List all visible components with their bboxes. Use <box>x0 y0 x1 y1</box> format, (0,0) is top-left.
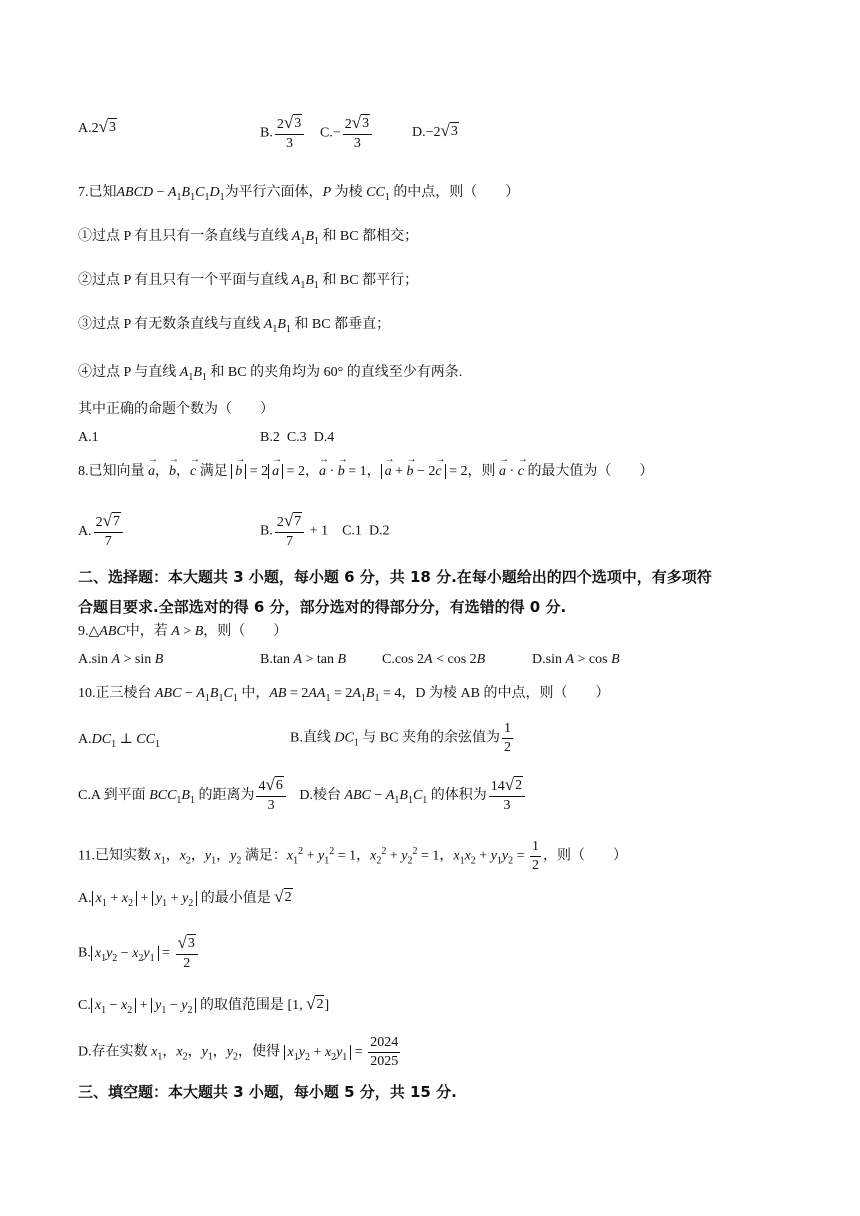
q7-statement-2: ②过点 P 有且只有一个平面与直线 $A_1B_1$ 和 BC 都平行； <box>78 273 419 291</box>
q10-options-cd <box>78 776 527 815</box>
q9-option-b: B.tan A > tan B <box>260 652 347 667</box>
q7-option-a: A.1 <box>78 430 99 445</box>
q7-option-d: D.4 <box>313 430 335 445</box>
q9-options <box>78 650 620 670</box>
section2-heading-line1: 二、选择题：本大题共 3 小题，每小题 6 分，共 18 分.在每小题给出的四个选项中，有多项符 <box>78 568 712 586</box>
section3-heading: 三、填空题：本大题共 3 小题，每小题 5 分，共 15 分. <box>78 1083 457 1101</box>
q7-options <box>78 428 335 448</box>
q9-stem: 9.△ABC中，若 A > B，则（ ） <box>78 624 288 639</box>
q7-option-c: C.3 <box>286 430 307 445</box>
q8-option-b: B. 2 √ 7 7 + 1 C.1 D.2 <box>260 511 390 549</box>
q6-option-b: B. 2 √ 3 3 <box>260 114 306 153</box>
q11-option-c: C. $x_1 - x_2 + y_1 - y_2$ 的取值范围是 [1, √ 2 ] <box>78 994 330 1016</box>
q6-options <box>78 113 458 151</box>
q10-option-b: B.直线 $DC_1$ 与 BC 夹角的余弦值为 $\frac{1}{2}$ <box>290 721 511 755</box>
q6-option-a: A.2 √ 3 <box>78 117 116 136</box>
q10-options-ab <box>78 721 511 755</box>
q8-option-c: C.1 <box>342 523 362 539</box>
q10-option-a: $A.DC_1$ ⊥ $CC_1$ <box>78 732 160 750</box>
q7-option-b: B.2 C.3 D.4 <box>260 430 335 445</box>
q10-option-c: C.A 到平面 $BCC_1B_1$ 的距离为 4 √ 6 3 <box>78 788 288 803</box>
q9-option-d: D.sin A > cos B <box>532 652 620 667</box>
q11-option-d: D.存在实数 $x_1$，$x_2$，$y_1$，$y_2$，使得 $x_1y_2 + x_2y_1$ = $\frac{2024}{2025}$ <box>78 1035 399 1069</box>
q7-statement-4: ④过点 P 与直线 $A_1B_1$ 和 BC 的夹角均为 60° 的直线至少有两条. <box>78 365 463 383</box>
q8-option-d: D.2 <box>368 523 390 539</box>
q9-option-c: C.cos 2A < cos 2B <box>382 652 486 667</box>
q8-options <box>78 511 390 551</box>
section2-heading-line2: 合题目要求.全部选对的得 6 分，部分选对的得部分分，有选错的得 0 分. <box>78 598 567 616</box>
q7-statement-3: ③过点 P 有无数条直线与直线 $A_1B_1$ 和 BC 都垂直； <box>78 317 391 335</box>
q11-option-b: B. $x_1y_2 - x_2y_1$ = √ 3 2 <box>78 934 200 973</box>
q7-statement-1: ①过点 P 有且只有一条直线与直线 $A_1B_1$ 和 BC 都相交； <box>78 229 419 247</box>
q6-option-c: C.− 2 √ 3 3 <box>320 114 374 153</box>
q6-option-d: D.−2 √ 3 <box>412 121 458 140</box>
q8-option-a: A. 2 √ 7 7 <box>78 524 125 539</box>
q11-stem: 11.已知实数 $x_1$，$x_2$，$y_1$，$y_2$ 满足：$x_1^2 + y_1^2 = 1$，$x_2^2 + y_2^2 = 1$，$x_1x_2 + y_1y_2$ = $\frac{1}{2}$ ，则（ ） <box>78 839 628 873</box>
q11-option-a: A. $x_1 + x_2 + y_1 + y_2$ 的最小值是 √ 2 <box>78 887 292 909</box>
q7-stem: 7.已知ABCD − $A_1B_1C_1D_1$为平行六面体，P 为棱 $CC_1$ 的中点，则（ ） <box>78 185 520 203</box>
q7-ask: 其中正确的命题个数为（ ） <box>78 402 274 417</box>
q10-stem: 10.正三棱台 ABC − $A_1B_1C_1$ 中，AB = $2AA_1 = 2A_1B_1 = 4$，D 为棱 AB 的中点，则（ ） <box>78 686 610 704</box>
q9-option-a: A.sin A > sin B <box>78 652 164 667</box>
q8-stem: 8.已知向量 → a，→ b，→ c 满足 → b = 2→ a = 2，→ a · → b = 1，→ a + → b − 2→ c = 2，则 → a · → c 的最大值为（ ） <box>78 462 653 482</box>
q10-option-d: D.棱台 ABC − $A_1B_1C_1$ 的体积为 14 √ 2 3 <box>299 788 527 803</box>
